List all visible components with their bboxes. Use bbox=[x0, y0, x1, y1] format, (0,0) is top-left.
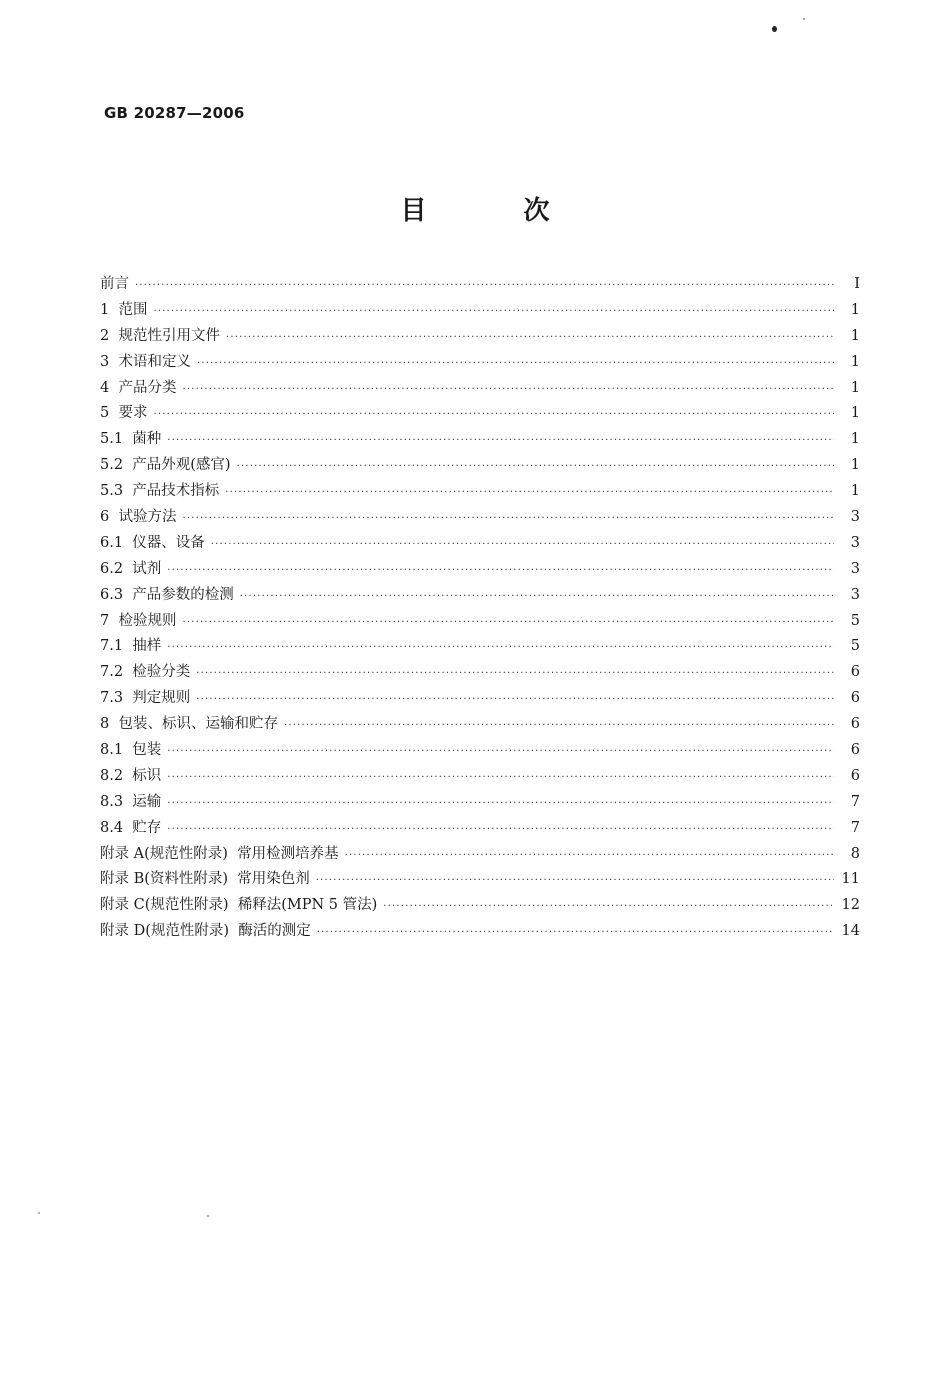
toc-entry-page: 6 bbox=[850, 716, 860, 733]
toc-entry-page: 1 bbox=[850, 483, 860, 500]
toc-entry bbox=[100, 531, 860, 557]
toc-entry-page: 1 bbox=[850, 327, 860, 344]
dot-leader bbox=[383, 894, 834, 920]
toc-entry-label: 4 产品分类 bbox=[100, 379, 177, 396]
dot-leader bbox=[226, 325, 834, 351]
dot-leader bbox=[197, 351, 834, 377]
toc-entry-page: 1 bbox=[850, 405, 860, 422]
toc-entry bbox=[100, 505, 860, 531]
toc-entry bbox=[100, 634, 860, 660]
toc-entry-label: 5.3 产品技术指标 bbox=[100, 483, 220, 500]
toc-entry-label: 6.2 试剂 bbox=[100, 560, 162, 577]
toc-entry-label: 8.4 贮存 bbox=[100, 819, 162, 836]
dot-leader bbox=[225, 480, 834, 506]
toc-entry-label: 5.2 产品外观(感官) bbox=[100, 457, 231, 474]
toc-entry-label: 6.1 仪器、设备 bbox=[100, 534, 205, 551]
toc-entry-label: 2 规范性引用文件 bbox=[100, 327, 220, 344]
scan-speck bbox=[803, 18, 805, 20]
dot-leader bbox=[153, 299, 834, 325]
toc-entry-page: 1 bbox=[850, 457, 860, 474]
dot-leader bbox=[167, 791, 834, 817]
toc-entry bbox=[100, 298, 860, 324]
toc-entry bbox=[100, 686, 860, 712]
dot-leader bbox=[167, 765, 834, 791]
toc-entry bbox=[100, 790, 860, 816]
dot-leader bbox=[167, 635, 834, 661]
dot-leader bbox=[345, 843, 834, 869]
toc-entry bbox=[100, 427, 860, 453]
toc-entry-page: 14 bbox=[841, 923, 860, 940]
dot-leader bbox=[167, 558, 834, 584]
dot-leader bbox=[182, 610, 834, 636]
dot-leader bbox=[135, 273, 834, 299]
toc-entry-page: 3 bbox=[850, 509, 860, 526]
toc-entry-label: 附录 B(资料性附录) 常用染色剂 bbox=[100, 871, 310, 888]
toc-entry-page: 11 bbox=[841, 871, 860, 888]
toc-entry-label: 5.1 菌种 bbox=[100, 431, 162, 448]
toc-entry-page: 1 bbox=[850, 431, 860, 448]
dot-leader bbox=[182, 506, 834, 532]
toc-entry-label: 附录 C(规范性附录) 稀释法(MPN 5 管法) bbox=[100, 897, 378, 914]
dot-leader bbox=[167, 817, 834, 843]
toc-entry bbox=[100, 893, 860, 919]
document-id: GB 20287—2006 bbox=[104, 104, 245, 122]
toc-entry-label: 7.1 抽样 bbox=[100, 638, 162, 655]
toc-entry bbox=[100, 557, 860, 583]
toc-entry-page: 1 bbox=[850, 353, 860, 370]
toc-entry-label: 6 试验方法 bbox=[100, 509, 177, 526]
toc-entry-label: 3 术语和定义 bbox=[100, 353, 191, 370]
toc-entry-page: 1 bbox=[850, 379, 860, 396]
dot-leader bbox=[317, 920, 834, 946]
toc-entry-label: 5 要求 bbox=[100, 405, 148, 422]
toc-entry-label: 8.2 标识 bbox=[100, 767, 162, 784]
toc-entry bbox=[100, 272, 860, 298]
toc-entry-label: 6.3 产品参数的检测 bbox=[100, 586, 234, 603]
toc-entry-label: 1 范围 bbox=[100, 301, 148, 318]
toc-entry-page: 7 bbox=[850, 819, 860, 836]
toc-entry-page: I bbox=[854, 276, 860, 292]
toc-entry-page: 6 bbox=[850, 742, 860, 759]
toc-entry bbox=[100, 324, 860, 350]
toc-entry bbox=[100, 350, 860, 376]
toc-entry-page: 8 bbox=[850, 845, 860, 862]
toc-entry bbox=[100, 816, 860, 842]
dot-leader bbox=[167, 739, 834, 765]
table-of-contents bbox=[100, 272, 860, 945]
toc-entry-page: 6 bbox=[850, 690, 860, 707]
toc-entry bbox=[100, 712, 860, 738]
dot-leader bbox=[182, 377, 834, 403]
toc-entry-page: 7 bbox=[850, 793, 860, 810]
dot-leader bbox=[316, 868, 834, 894]
toc-entry bbox=[100, 738, 860, 764]
scan-speck bbox=[207, 1215, 209, 1217]
dot-leader bbox=[196, 687, 834, 713]
scan-speck bbox=[772, 26, 777, 32]
dot-leader bbox=[240, 584, 834, 610]
dot-leader bbox=[153, 402, 834, 428]
toc-entry-page: 5 bbox=[850, 612, 860, 629]
toc-entry-page: 3 bbox=[850, 534, 860, 551]
toc-title: 目 次 bbox=[400, 196, 594, 226]
scan-speck bbox=[38, 1212, 40, 1214]
toc-entry-label: 7 检验规则 bbox=[100, 612, 177, 629]
toc-entry-page: 12 bbox=[841, 897, 860, 914]
toc-entry-page: 6 bbox=[850, 664, 860, 681]
toc-entry-page: 5 bbox=[850, 638, 860, 655]
toc-entry-label: 8.3 运输 bbox=[100, 793, 162, 810]
toc-entry-page: 3 bbox=[850, 586, 860, 603]
toc-entry-label: 8 包装、标识、运输和贮存 bbox=[100, 716, 278, 733]
toc-entry bbox=[100, 583, 860, 609]
dot-leader bbox=[237, 454, 834, 480]
toc-entry-label: 附录 A(规范性附录) 常用检测培养基 bbox=[100, 845, 339, 862]
toc-entry bbox=[100, 479, 860, 505]
toc-entry-label: 前言 bbox=[100, 276, 129, 292]
toc-entry bbox=[100, 376, 860, 402]
dot-leader bbox=[284, 713, 834, 739]
toc-entry bbox=[100, 867, 860, 893]
toc-entry bbox=[100, 609, 860, 635]
toc-entry bbox=[100, 453, 860, 479]
toc-entry-label: 7.2 检验分类 bbox=[100, 664, 191, 681]
toc-entry-page: 3 bbox=[850, 560, 860, 577]
toc-entry bbox=[100, 919, 860, 945]
dot-leader bbox=[211, 532, 834, 558]
toc-entry-label: 8.1 包装 bbox=[100, 742, 162, 759]
toc-entry bbox=[100, 842, 860, 868]
toc-entry-label: 7.3 判定规则 bbox=[100, 690, 191, 707]
toc-entry bbox=[100, 660, 860, 686]
toc-entry-page: 6 bbox=[850, 767, 860, 784]
dot-leader bbox=[196, 661, 834, 687]
dot-leader bbox=[167, 428, 834, 454]
toc-entry-label: 附录 D(规范性附录) 酶活的测定 bbox=[100, 923, 311, 940]
toc-entry-page: 1 bbox=[850, 301, 860, 318]
toc-entry bbox=[100, 401, 860, 427]
toc-entry bbox=[100, 764, 860, 790]
